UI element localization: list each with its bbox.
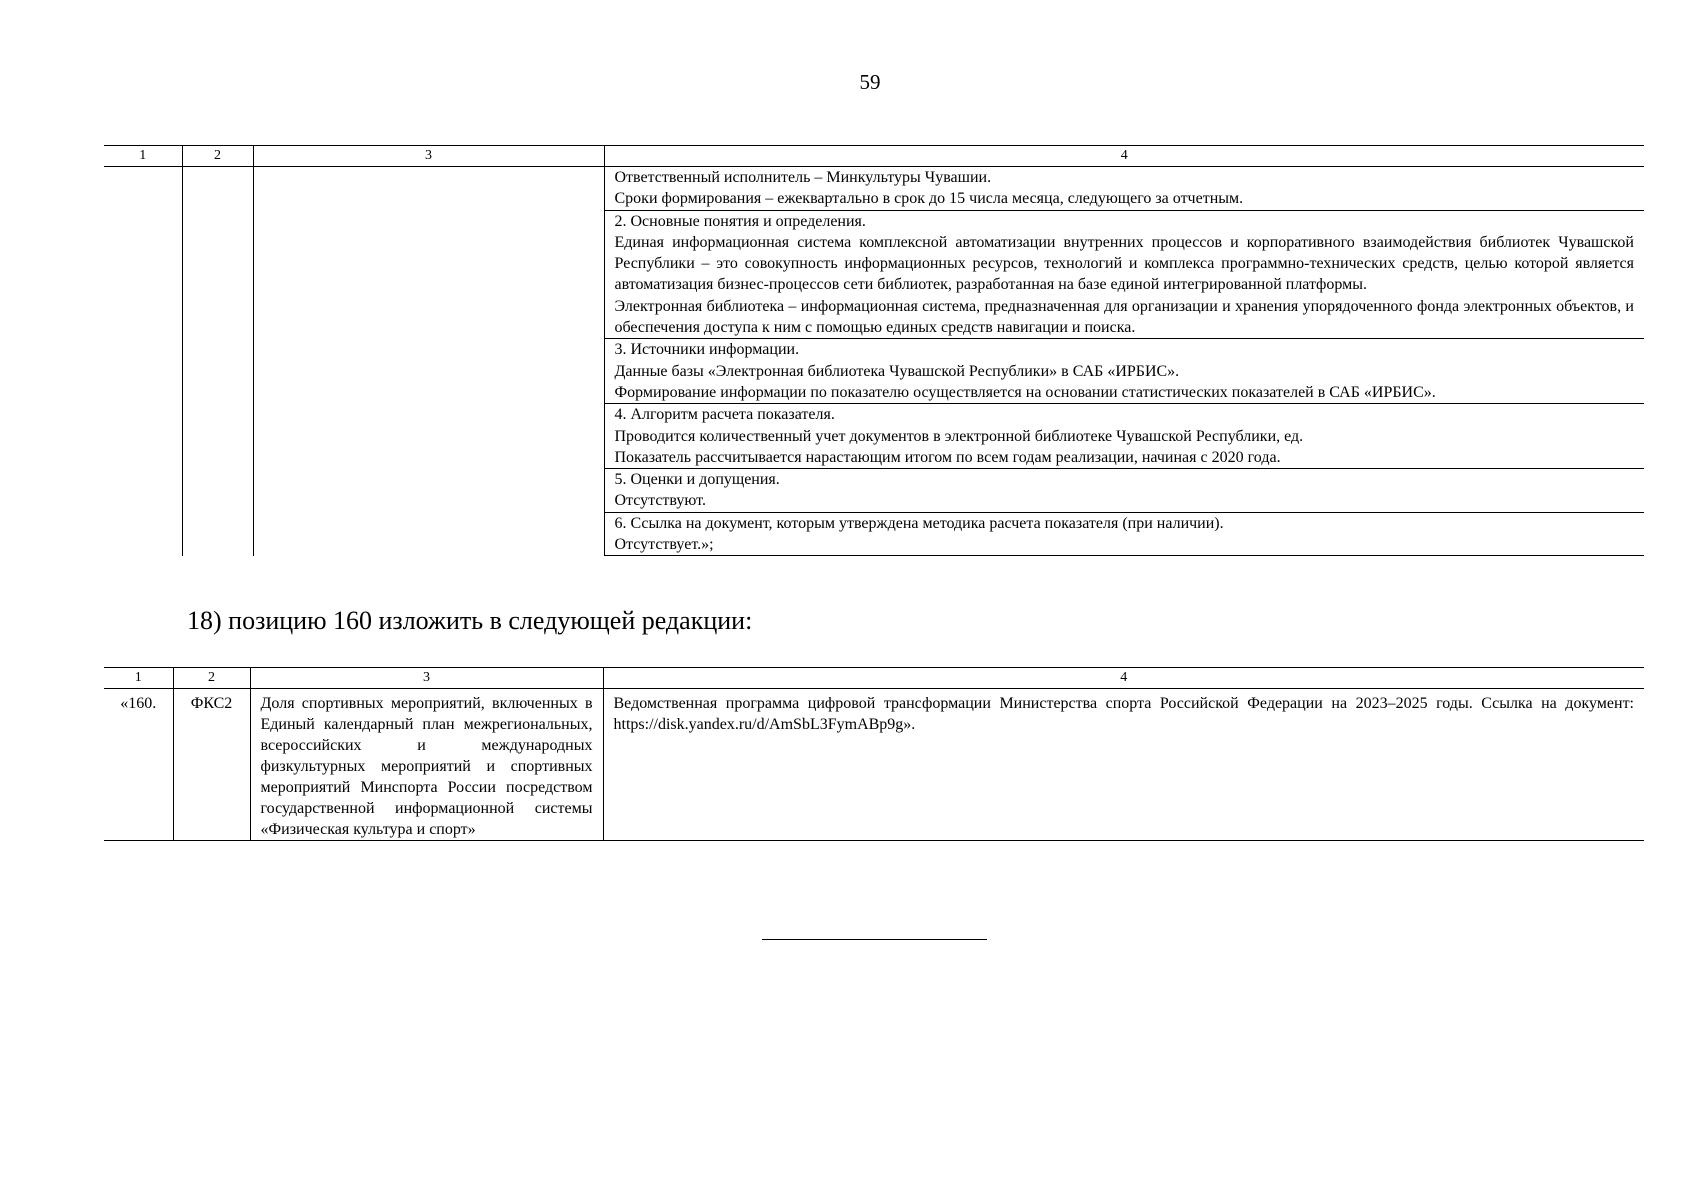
page-number: 59: [859, 70, 881, 94]
section-line: Данные базы «Электронная библиотека Чувашской Республики» в САБ «ИРБИС».: [614, 362, 1180, 380]
column-header-2: 2: [173, 668, 250, 689]
amendment-heading: 18) позицию 160 изложить в следующей редакции:: [187, 606, 753, 635]
section-line: 5. Оценки и допущения.: [614, 471, 780, 489]
footer-rule: [762, 939, 987, 940]
column-header-1: 1: [104, 146, 182, 167]
indicator-description: Ведомственная программа цифровой трансформации Министерства спорта Российской Федерации на 2023–2025 годы. Ссылка на документ: https://disk.yandex.ru/d/AmSbL3FymABp9g».: [603, 689, 1644, 841]
table-row: [104, 167, 1644, 211]
position-160-table: [104, 667, 1644, 841]
indicator-methodology-table: [104, 145, 1644, 556]
section-line: Отсутствуют.: [614, 492, 706, 510]
position-number: «160.: [104, 689, 173, 841]
section-line: Показатель рассчитывается нарастающим итогом по всем годам реализации, начиная с 2020 года.: [614, 448, 1281, 466]
indicator-name: Доля спортивных мероприятий, включенных в Единый календарный план межрегиональных, всероссийских и международных физкультурных мероприятий и спортивных мероприятий Минспорта России посредством государственной информационной системы «Физическая культура и спорт»: [250, 689, 603, 841]
section-line: 3. Источники информации.: [614, 341, 800, 359]
indicator-code: ФКС2: [173, 689, 250, 841]
column-header-4: 4: [603, 668, 1644, 689]
table-header-row: [104, 146, 1644, 167]
section-line: Отсутствует.»;: [614, 536, 714, 554]
section-definitions: [604, 210, 1644, 339]
section-line: Единая информационная система комплексной автоматизации внутренних процессов и корпоративного взаимодействия библиотек Чувашской Республики – это совокупность информационных ресурсов, технологий и комплекса программно-технических средств, целью которой является автоматизация бизнес-процессов сети библиотек, разработанная на базе единой интегрированной платформы.: [614, 233, 1634, 294]
empty-cell-col1: [104, 167, 182, 556]
section-line: Формирование информации по показателю осуществляется на основании статистических показателей в САБ «ИРБИС».: [614, 383, 1436, 401]
table-row: [104, 689, 1644, 841]
table-header-row: [104, 668, 1644, 689]
column-header-3: 3: [253, 146, 604, 167]
column-header-3: 3: [250, 668, 603, 689]
section-assumptions: [604, 469, 1644, 513]
section-line: Ответственный исполнитель – Минкультуры Чувашии.: [614, 169, 992, 186]
column-header-2: 2: [182, 146, 253, 167]
section-line: 4. Алгоритм расчета показателя.: [614, 406, 835, 424]
section-line: Сроки формирования – ежеквартально в срок до 15 числа месяца, следующего за отчетным.: [614, 190, 1244, 208]
section-sources: [604, 339, 1644, 404]
column-header-4: 4: [604, 146, 1644, 167]
section-line: 6. Ссылка на документ, которым утверждена методика расчета показателя (при наличии).: [614, 514, 1224, 532]
empty-cell-col2: [182, 167, 253, 556]
section-responsible: [604, 167, 1644, 211]
empty-cell-col3: [253, 167, 604, 556]
section-line: Электронная библиотека – информационная система, предназначенная для организации и хранения упорядоченного фонда электронных объектов, и обеспечения доступа к ним с помощью единых средств навигации и поиска.: [614, 297, 1634, 337]
section-algorithm: [604, 404, 1644, 469]
column-header-1: 1: [104, 668, 173, 689]
section-line: Проводится количественный учет документов в электронной библиотеке Чувашской Республики, ед.: [614, 427, 1304, 445]
section-line: 2. Основные понятия и определения.: [614, 212, 866, 230]
section-document-link: [604, 512, 1644, 556]
